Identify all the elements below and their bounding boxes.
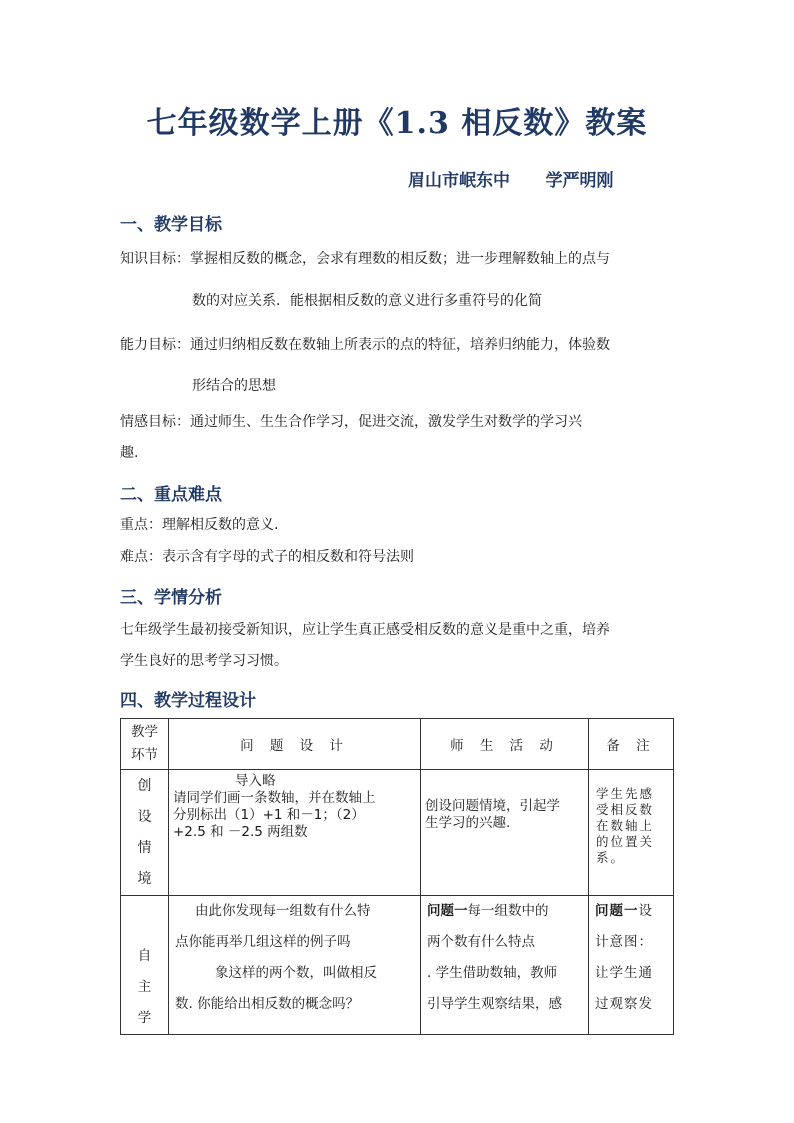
- stage-char: 情: [137, 839, 152, 856]
- key-point-text: 重点：理解相反数的意义.: [120, 517, 279, 533]
- problem-line: 导入略: [235, 773, 276, 789]
- header-activity: 师 生 活 动: [421, 719, 589, 770]
- knowledge-goal-line-2: 数的对应关系．能根据相反数的意义进行多重符号的化简: [192, 293, 542, 309]
- table-row: [121, 770, 674, 896]
- note-text: 设: [638, 903, 653, 919]
- section-heading-analysis: 三、学情分析: [120, 588, 222, 608]
- header-stage: [121, 719, 169, 770]
- stage-char: 创: [137, 777, 152, 794]
- section-heading-goals: 一、教学目标: [120, 215, 222, 235]
- ability-goal-line-2: 形结合的思想: [192, 378, 276, 394]
- section-heading-process: 四、教学过程设计: [120, 691, 256, 711]
- knowledge-goal-line-1: 知识目标：掌握相反数的概念，会求有理数的相反数；进一步理解数轴上的点与: [120, 251, 610, 267]
- header-stage-line-1: 教学: [131, 724, 158, 740]
- header-stage-line-2: 环节: [131, 747, 158, 763]
- header-note: 备 注: [589, 719, 674, 770]
- problem-line: 请同学们画一条数轴，并在数轴上: [173, 790, 376, 806]
- table-header-row: [121, 719, 674, 770]
- difficult-point-text: 难点：表示含有字母的式子的相反数和符号法则: [120, 549, 414, 565]
- stage-create-situation: [121, 770, 169, 896]
- activity-line: 创设问题情境，引起学: [425, 798, 560, 814]
- document-title: 七年级数学上册《1.3 相反数》教案: [146, 106, 648, 141]
- analysis-line-1: 七年级学生最初接受新知识，应让学生真正感受相反数的意义是重中之重，培养: [120, 622, 610, 638]
- teaching-process-table: [120, 718, 674, 1035]
- problem-line: 数. 你能给出相反数的概念吗？: [175, 996, 360, 1012]
- activity-line: [427, 896, 582, 927]
- question-label: 问题一: [427, 903, 468, 919]
- header-problem: 问 题 设 计: [169, 719, 421, 770]
- ability-goal-line-1: 能力目标：通过归纳相反数在数轴上所表示的点的特征，培养归纳能力，体验数: [120, 337, 610, 353]
- problem-line: 分别标出（1）+1 和－1；（2）: [173, 807, 365, 823]
- author-line: 眉山市岷东中 学严明刚: [408, 171, 614, 191]
- note-line: 学生先感: [596, 786, 655, 801]
- note-cell: [589, 896, 674, 1035]
- emotion-goal-line-2: 趣.: [120, 445, 139, 461]
- stage-char: 境: [137, 870, 152, 887]
- activity-line: 引导学生观察结果，感: [427, 996, 562, 1012]
- analysis-line-2: 学生良好的思考学习习惯。: [120, 653, 288, 669]
- activity-line: 生学习的兴趣.: [425, 815, 511, 831]
- problem-line: 象这样的两个数，叫做相反: [215, 965, 377, 981]
- note-line: 系。: [596, 850, 626, 865]
- stage-char: 自: [137, 948, 152, 964]
- stage-char: 学: [137, 1010, 152, 1026]
- question-label: 问题一: [595, 903, 639, 919]
- stage-char: 设: [137, 808, 152, 825]
- activity-line: . 学生借助数轴，教师: [427, 965, 558, 981]
- note-line: 受相反数: [596, 802, 655, 817]
- note-line: 在数轴上: [596, 818, 655, 833]
- problem-design-cell: [169, 770, 421, 896]
- note-line: 让学生通: [595, 965, 653, 981]
- stage-self-study: [121, 896, 169, 1035]
- problem-line: +2.5 和 －2.5 两组数: [173, 824, 308, 840]
- activity-cell: [421, 770, 589, 896]
- activity-text: 每一组数中的: [467, 903, 549, 919]
- activity-line: 两个数有什么特点: [427, 934, 535, 950]
- emotion-goal-line-1: 情感目标：通过师生、生生合作学习，促进交流，激发学生对数学的学习兴: [120, 414, 582, 430]
- table-row: [121, 896, 674, 1035]
- note-cell: [589, 770, 674, 896]
- note-line: 过观察发: [595, 996, 653, 1012]
- problem-line: 点你能再举几组这样的例子吗: [175, 934, 351, 950]
- note-line: [595, 896, 667, 927]
- problem-design-cell: [169, 896, 421, 1035]
- problem-line: 由此你发现每一组数有什么特: [195, 903, 371, 919]
- stage-char: 主: [137, 979, 152, 995]
- note-line: 计意图：: [595, 934, 653, 950]
- section-heading-key-points: 二、重点难点: [120, 485, 222, 505]
- activity-cell: [421, 896, 589, 1035]
- note-line: 的位置关: [596, 834, 655, 849]
